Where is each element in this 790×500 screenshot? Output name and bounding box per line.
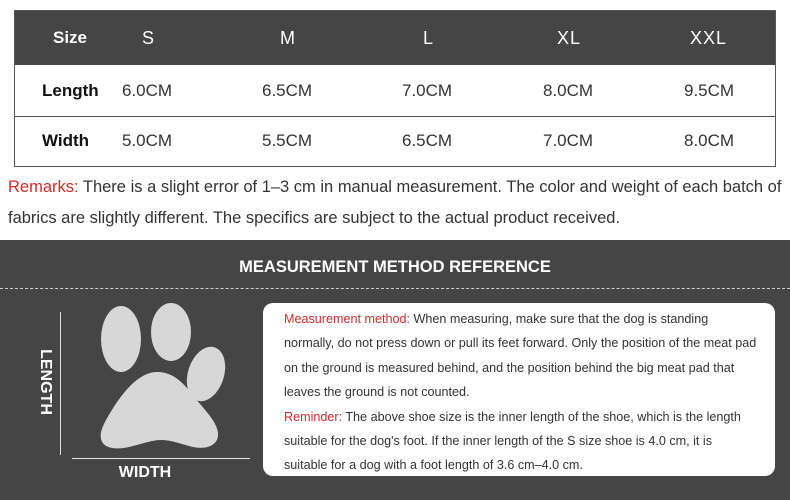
length-guide-line [60, 312, 61, 455]
measurement-method-label: Measurement method: [284, 312, 410, 326]
size-s: S [142, 27, 156, 48]
table-cell: 5.0CM [122, 131, 173, 150]
table-cell: 6.0CM [122, 80, 173, 100]
width-label: WIDTH [118, 464, 172, 481]
paw-print-icon [95, 302, 235, 450]
row-label-length: Length [42, 80, 99, 100]
table-cell: 6.5CM [402, 131, 453, 150]
size-xl: XL [557, 27, 582, 48]
table-cell: 8.0CM [684, 131, 735, 150]
table-cell: 6.5CM [262, 80, 313, 100]
remarks-label: Remarks: [8, 178, 79, 196]
table-row-length [15, 65, 775, 117]
measurement-info-box [263, 303, 775, 476]
table-cell: 5.5CM [262, 131, 313, 150]
size-l: L [423, 27, 435, 48]
width-guide-line [72, 458, 250, 459]
reminder-label: Reminder: [284, 409, 343, 424]
reminder-body: The above shoe size is the inner length of the shoe, which is the length suitable for the dog's foot. If the inner length of the S size shoe is 4.0 cm, it is suitable for a dog with a foot length of 3.6 cm–4.0 cm. [284, 409, 741, 473]
table-cell: 9.5CM [684, 80, 735, 100]
paw-toe [151, 303, 191, 361]
table-cell: 8.0CM [543, 80, 594, 100]
table-cell: 7.0CM [402, 80, 453, 100]
length-label-text: LENGTH [37, 349, 54, 415]
remarks-text [8, 172, 786, 234]
table-row-width [15, 116, 775, 166]
size-m: M [280, 27, 296, 48]
size-xxl: XXL [690, 27, 728, 48]
size-header-label: Size [53, 28, 88, 47]
table-cell: 7.0CM [543, 131, 594, 150]
paw-toe [101, 306, 141, 372]
size-header-row [15, 11, 775, 65]
size-table [14, 10, 776, 167]
measurement-method-text [284, 307, 757, 405]
row-label-width: Width [42, 131, 90, 150]
method-title: MEASUREMENT METHOD REFERENCE [239, 258, 551, 276]
dashed-divider [0, 288, 790, 289]
measurement-method-body: When measuring, make sure that the dog is standing normally, do not press down or pull its feet forward. Only the position of the meat pad on the ground is measured behind, and the position behind the big meat pad that leaves the ground is not counted. [284, 312, 757, 400]
remarks-body: There is a slight error of 1–3 cm in manual measurement. The color and weight of each batch of fabrics are slightly different. The specifics are subject to the actual product received. [8, 178, 782, 227]
reminder-text [284, 405, 757, 478]
